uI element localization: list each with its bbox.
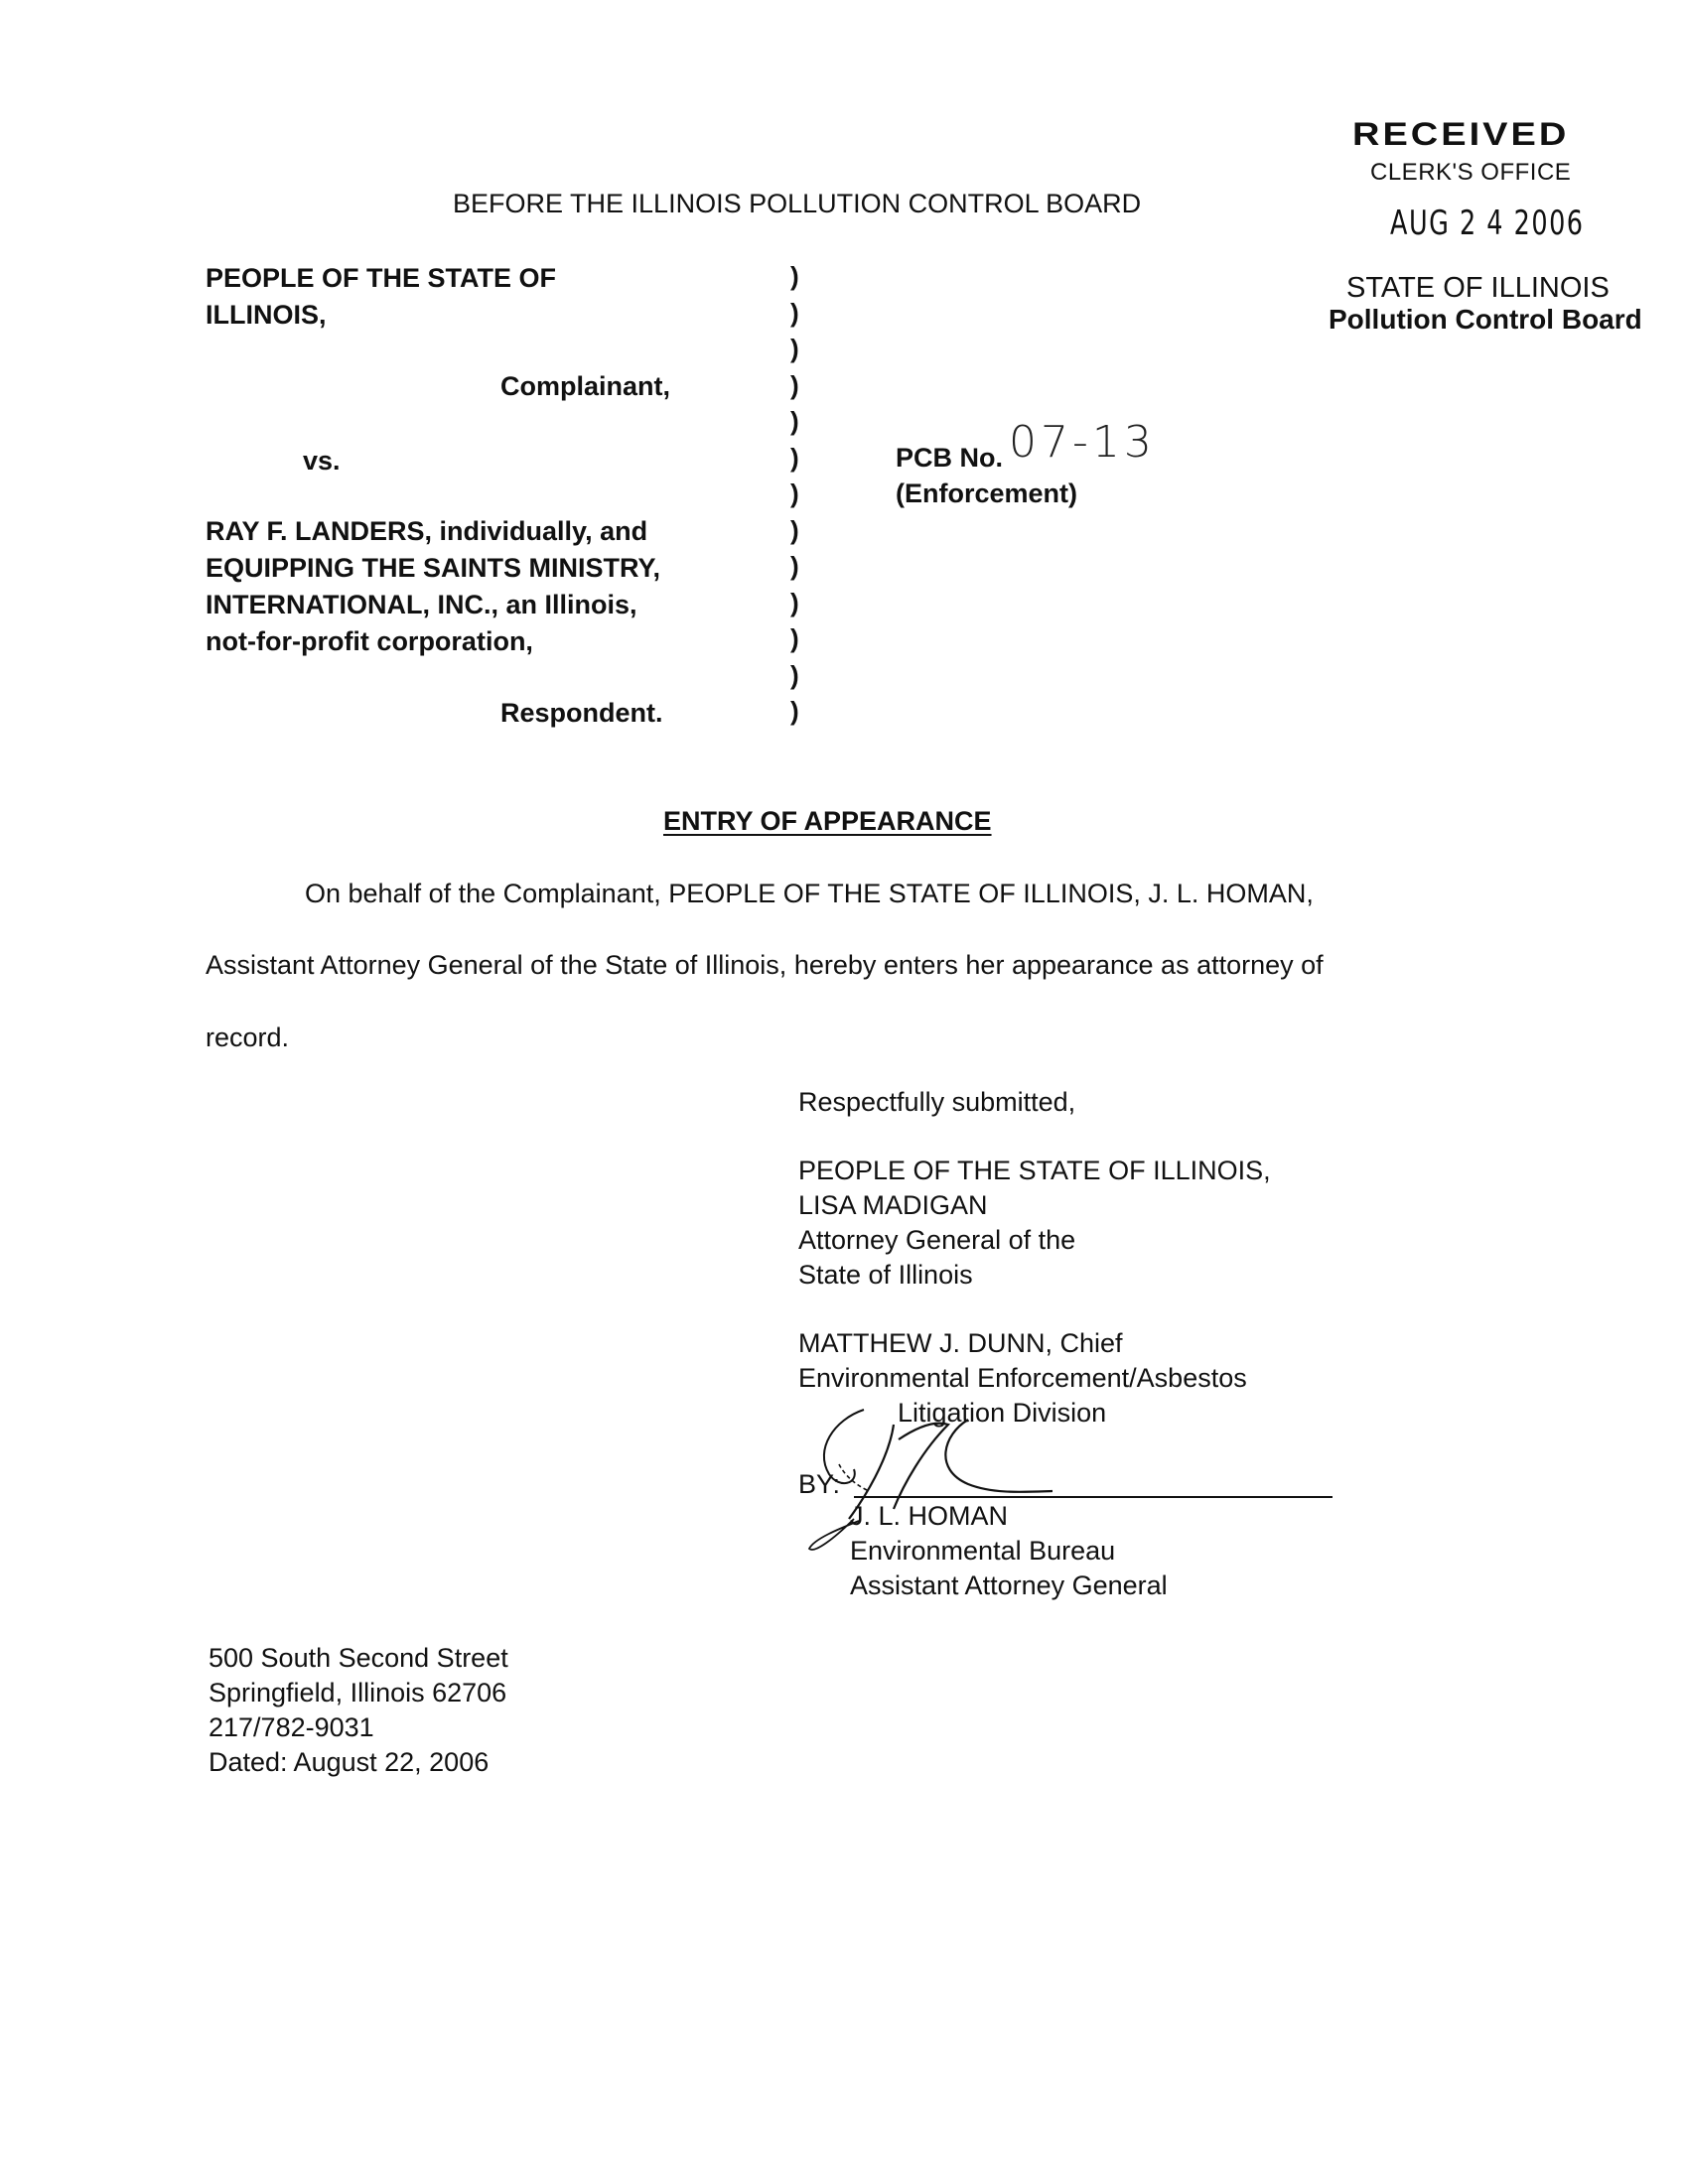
address-phone: 217/782-9031 [209, 1712, 374, 1742]
respondent-name-line2: EQUIPPING THE SAINTS MINISTRY, [206, 553, 661, 583]
division-line-2: Litigation Division [898, 1398, 1107, 1428]
stamp-board: Pollution Control Board [1329, 304, 1642, 335]
caption-paren: ) [790, 478, 799, 508]
caption-paren: ) [790, 369, 799, 400]
versus-label: vs. [303, 446, 341, 476]
by-label: BY: [798, 1469, 841, 1499]
court-heading: BEFORE THE ILLINOIS POLLUTION CONTROL BOARD [453, 189, 1142, 218]
caption-paren: ) [790, 514, 799, 545]
date-line: Dated: August 22, 2006 [209, 1747, 490, 1777]
address-street: 500 South Second Street [209, 1643, 508, 1673]
case-type: (Enforcement) [896, 478, 1078, 508]
pcb-number-handwritten: 07-13 [1009, 417, 1156, 468]
caption-paren-column [790, 263, 799, 735]
body-line-1: On behalf of the Complainant, PEOPLE OF THE STATE OF ILLINOIS, J. L. HOMAN, [305, 879, 1314, 908]
party-name: PEOPLE OF THE STATE OF ILLINOIS, [798, 1156, 1271, 1185]
chief-name: MATTHEW J. DUNN, Chief [798, 1328, 1123, 1358]
pcb-label: PCB No. [896, 443, 1003, 473]
stamp-date: AUG 2 4 2006 [1390, 204, 1585, 243]
caption-paren: ) [790, 261, 799, 291]
caption-paren: ) [790, 334, 799, 363]
stamp-received-text: RECEIVED [1352, 117, 1570, 153]
caption-paren: ) [790, 406, 799, 436]
signer-bureau: Environmental Bureau [850, 1536, 1116, 1566]
caption-paren: ) [790, 587, 799, 617]
attorney-general-name: LISA MADIGAN [798, 1190, 988, 1220]
caption-paren: ) [790, 551, 799, 581]
caption-paren: ) [790, 297, 799, 328]
respondent-name-line1: RAY F. LANDERS, individually, and [206, 516, 648, 546]
document-title: ENTRY OF APPEARANCE [663, 806, 992, 836]
attorney-general-title-2: State of Illinois [798, 1260, 973, 1290]
complainant-name-line2: ILLINOIS, [206, 300, 327, 330]
respondent-name-line4: not-for-profit corporation, [206, 626, 533, 656]
division-line-1: Environmental Enforcement/Asbestos [798, 1363, 1247, 1393]
respondent-name-line3: INTERNATIONAL, INC., an Illinois, [206, 590, 637, 619]
complainant-role: Complainant, [500, 371, 671, 401]
caption-paren: ) [790, 623, 799, 653]
signer-title: Assistant Attorney General [850, 1570, 1168, 1600]
respondent-role: Respondent. [500, 698, 663, 728]
attorney-general-title-1: Attorney General of the [798, 1225, 1076, 1255]
signer-name: J. L. HOMAN [850, 1501, 1009, 1531]
caption-paren: ) [790, 442, 799, 473]
caption-paren: ) [790, 696, 799, 726]
stamp-state: STATE OF ILLINOIS [1346, 272, 1610, 304]
caption-paren: ) [790, 659, 799, 690]
body-line-2: Assistant Attorney General of the State of Illinois, hereby enters her appearance as attorney of [206, 950, 1324, 980]
closing: Respectfully submitted, [798, 1087, 1076, 1117]
body-line-3: record. [206, 1023, 290, 1052]
complainant-name-line1: PEOPLE OF THE STATE OF [206, 263, 557, 293]
address-city: Springfield, Illinois 62706 [209, 1678, 507, 1707]
stamp-clerks-office: CLERK'S OFFICE [1370, 159, 1572, 186]
